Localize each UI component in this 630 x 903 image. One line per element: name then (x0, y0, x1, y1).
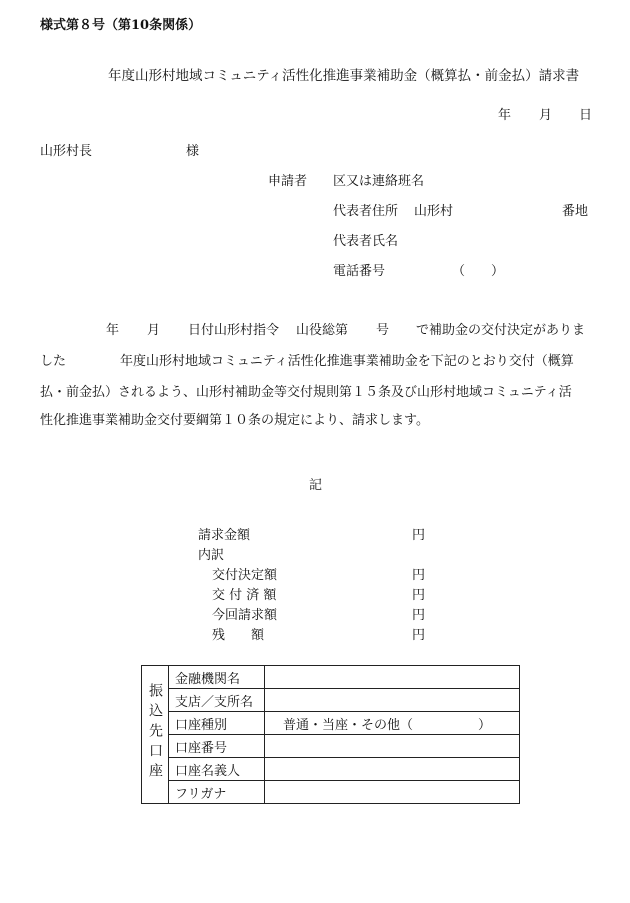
account-holder-field[interactable] (265, 758, 520, 781)
request-amount-label: 請求金額 (198, 528, 251, 543)
table-row (142, 666, 520, 689)
body-line1-rest: で補助金の交付決定がありま (416, 323, 586, 338)
furigana-label: フリガナ (169, 781, 265, 804)
table-row (142, 689, 520, 712)
body-line2-rest: 年度山形村地域コミュニティ活性化推進事業補助金を下記のとおり交付（概算 (120, 354, 574, 369)
body-month: 月 (147, 323, 161, 338)
bank-name-label: 金融機関名 (169, 666, 265, 689)
body-line2-start: した (40, 354, 67, 369)
document-title: 年度山形村地域コミュニティ活性化推進事業補助金（概算払・前金払）請求書 (108, 68, 580, 84)
body-office: 山役総第 (296, 323, 349, 338)
body-line4: 性化推進事業補助金交付要綱第１０条の規定により、請求します。 (40, 413, 429, 428)
body-line3: 払・前金払）されるよう、山形村補助金等交付規則第１５条及び山形村地域コミュニティ活 (40, 385, 572, 400)
decided-amount-yen: 円 (412, 568, 426, 583)
table-row (142, 758, 520, 781)
address-banchi: 番地 (562, 204, 589, 219)
table-row (142, 735, 520, 758)
table-row (142, 712, 520, 735)
date-year: 年 (498, 108, 512, 123)
form-number: 様式第８号（第10条関係） (40, 18, 202, 33)
account-holder-label: 口座名義人 (169, 758, 265, 781)
table-row (142, 781, 520, 804)
phone-label: 電話番号 (333, 264, 386, 279)
remaining-amount-label: 残 額 (212, 628, 265, 643)
addressee-name: 山形村長 (40, 144, 93, 159)
address-village: 山形村 (414, 204, 454, 219)
bank-side-label-cell (142, 666, 169, 804)
paid-amount-label: 交 付 済 額 (212, 588, 277, 603)
branch-name-label: 支店／支所名 (169, 689, 265, 712)
body-number: 号 (376, 323, 390, 338)
decided-amount-label: 交付決定額 (212, 568, 278, 583)
body-year: 年 (106, 323, 120, 338)
request-amount-yen: 円 (412, 528, 426, 543)
branch-name-field[interactable] (265, 689, 520, 712)
bank-account-table (141, 665, 520, 804)
applicant-label: 申請者 (268, 174, 308, 189)
furigana-field[interactable] (265, 781, 520, 804)
account-type-field[interactable]: 普通・当座・その他（ ） (265, 712, 520, 735)
remaining-amount-yen: 円 (412, 628, 426, 643)
representative-name-label: 代表者氏名 (333, 234, 399, 249)
current-request-label: 今回請求額 (212, 608, 278, 623)
date-day: 日 (579, 108, 593, 123)
addressee-sama: 様 (186, 144, 200, 159)
bank-name-field[interactable] (265, 666, 520, 689)
account-number-field[interactable] (265, 735, 520, 758)
account-number-label: 口座番号 (169, 735, 265, 758)
phone-parens: （ ） (452, 264, 505, 279)
district-label: 区又は連絡班名 (333, 174, 425, 189)
bank-side-label: 振込先口座 (147, 682, 163, 783)
breakdown-label: 内訳 (198, 548, 225, 563)
address-label: 代表者住所 (333, 204, 399, 219)
account-type-label: 口座種別 (169, 712, 265, 735)
ki-heading: 記 (309, 478, 323, 493)
date-month: 月 (539, 108, 553, 123)
body-date-text: 日付山形村指令 (188, 323, 280, 338)
paid-amount-yen: 円 (412, 588, 426, 603)
current-request-yen: 円 (412, 608, 426, 623)
